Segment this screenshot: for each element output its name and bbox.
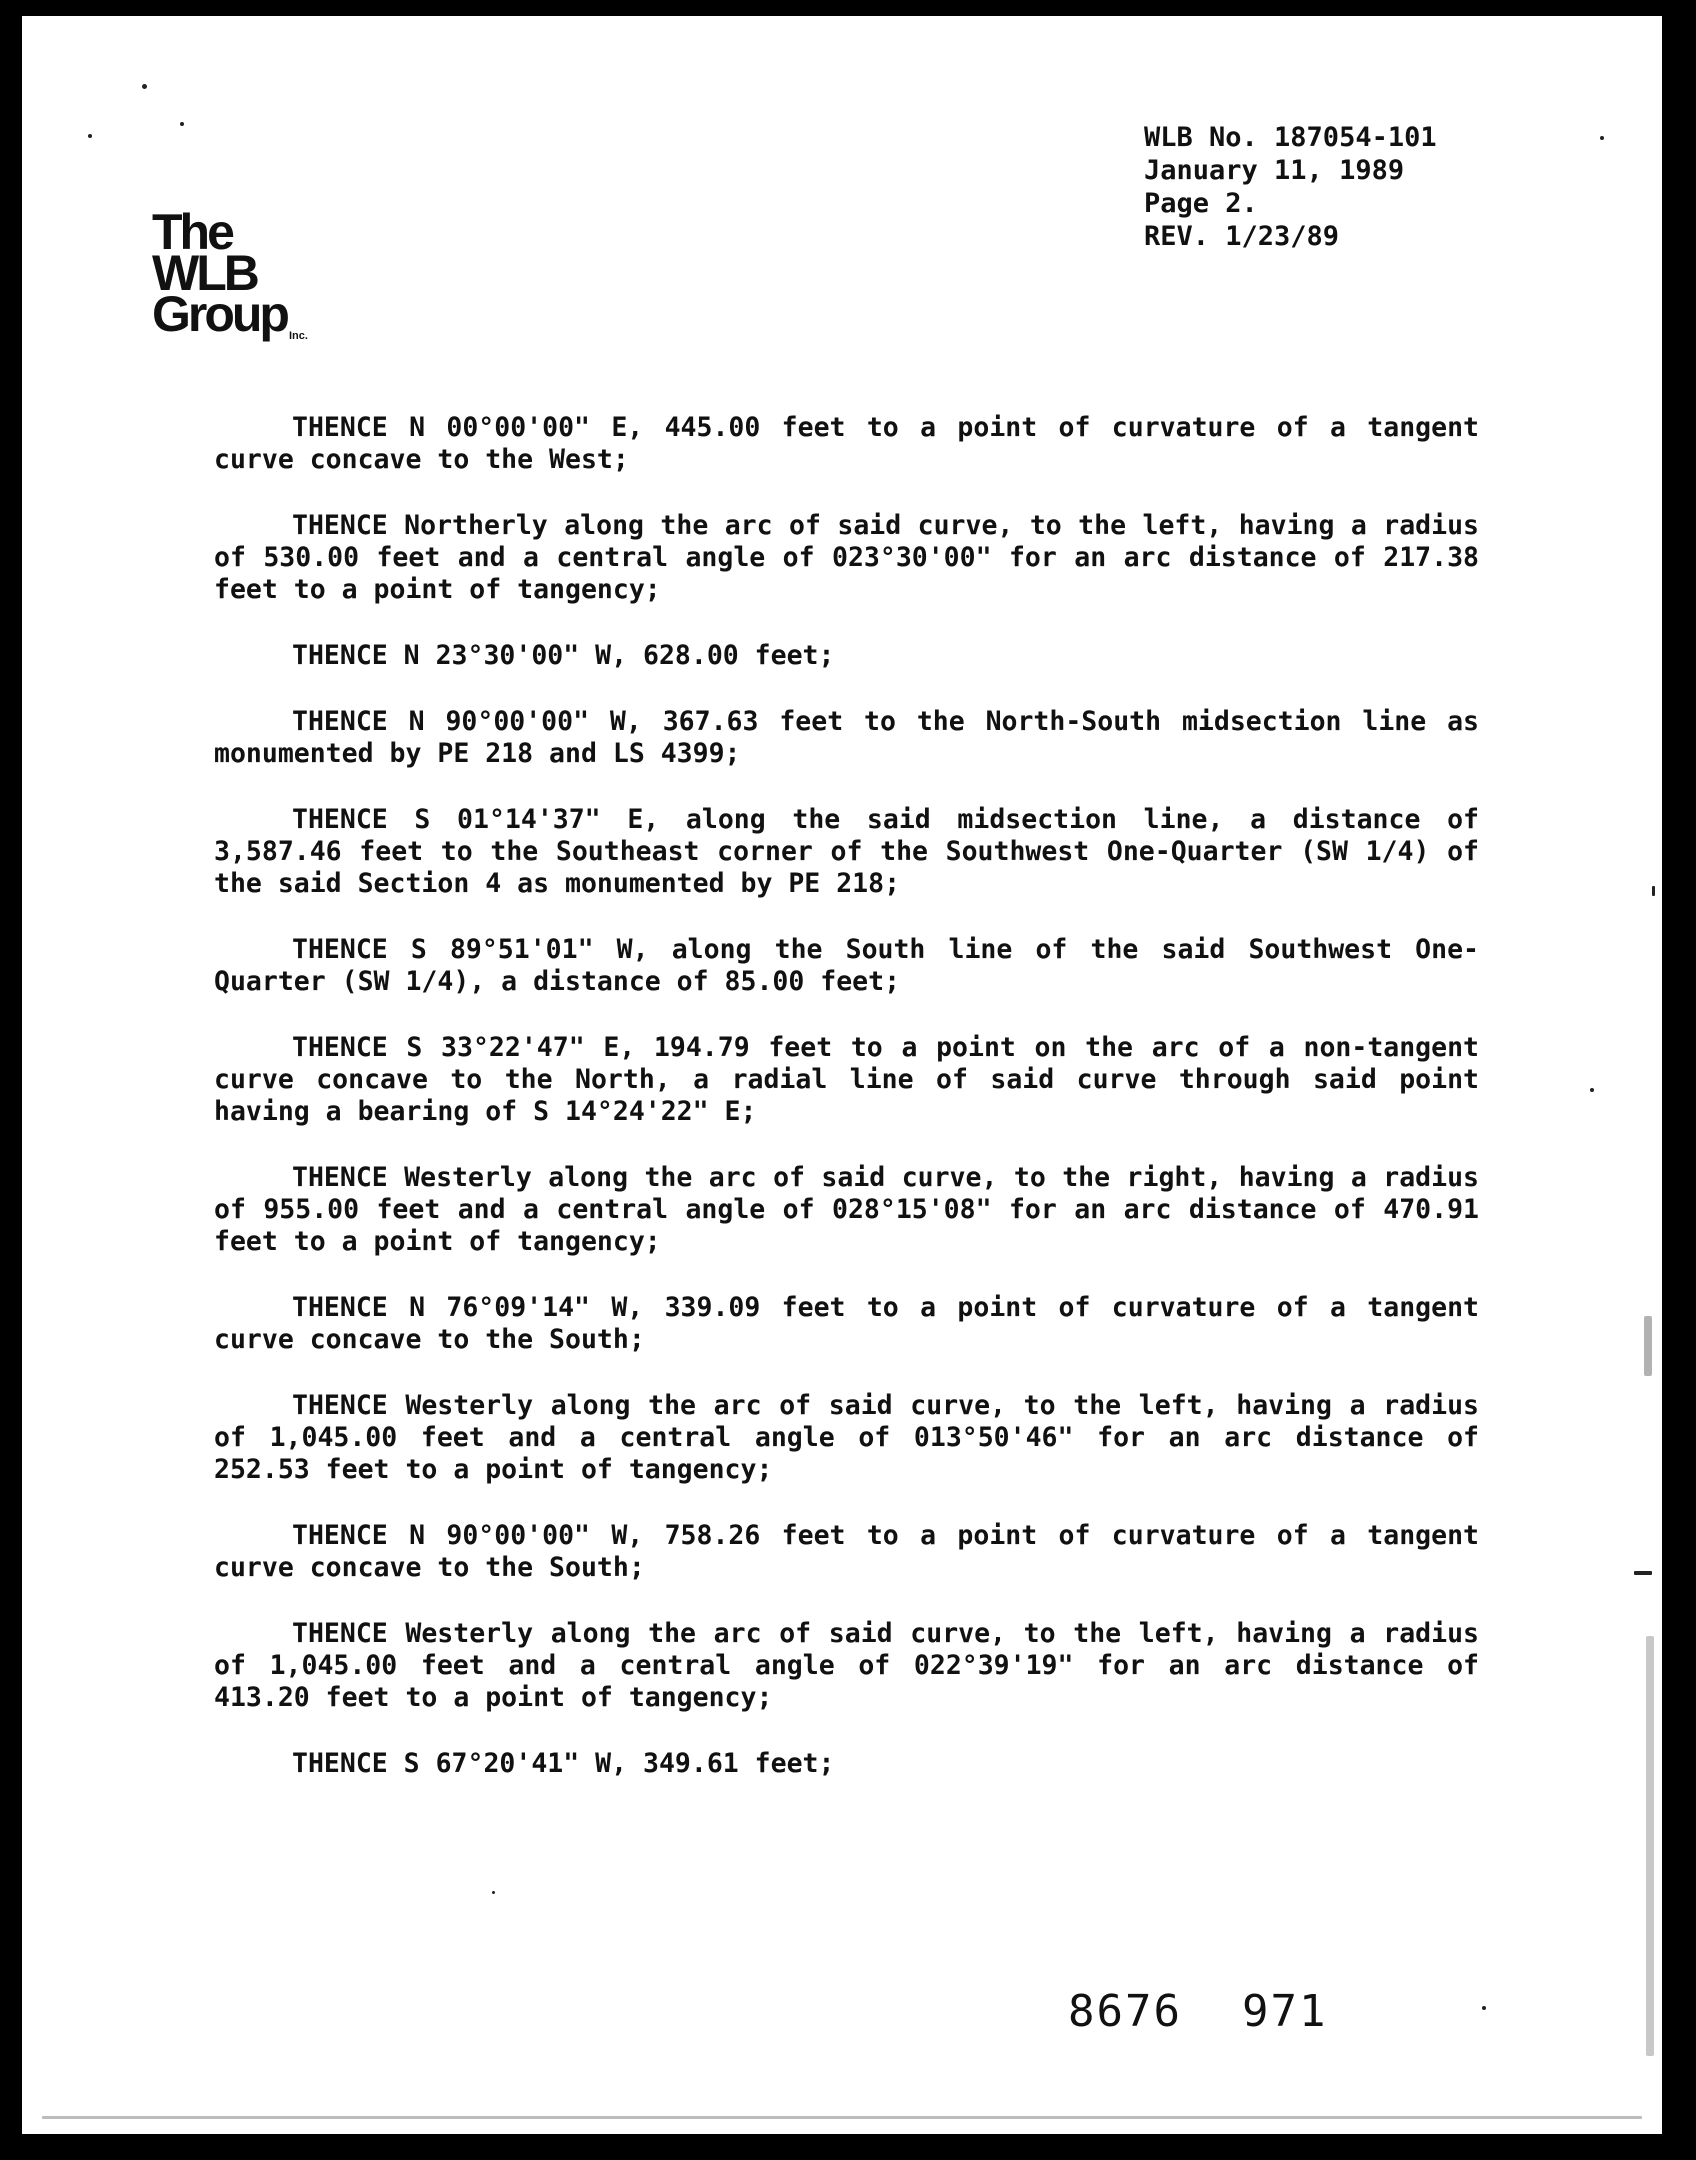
course-paragraph: THENCE S 01°14'37" E, along the said midsection line, a distance of 3,587.46 feet to the Southeast corner of the Southwest One-Quarter (SW 1/4) of the said Section 4 as monumented by PE 218; — [214, 804, 1479, 899]
document-header — [1144, 121, 1437, 253]
document-page — [22, 16, 1662, 2134]
course-paragraph: THENCE N 90°00'00" W, 758.26 feet to a point of curvature of a tangent curve concave to the South; — [214, 1520, 1479, 1583]
scan-speck — [1590, 1088, 1594, 1092]
course-paragraph: THENCE S 67°20'41" W, 349.61 feet; — [292, 1748, 835, 1779]
course-paragraph: THENCE N 23°30'00" W, 628.00 feet; — [292, 640, 835, 671]
course-paragraph: THENCE S 89°51'01" W, along the South line of the said Southwest One-Quarter (SW 1/4), a distance of 85.00 feet; — [214, 934, 1479, 997]
document-date: January 11, 1989 — [1144, 155, 1405, 186]
course-paragraph: THENCE Westerly along the arc of said curve, to the left, having a radius of 1,045.00 feet and a central angle of 013°50'46" for an arc distance of 252.53 feet to a point of tangency; — [214, 1390, 1479, 1485]
scan-speck — [142, 84, 147, 89]
logo-line-wlb: WLB — [152, 245, 257, 301]
logo-line-group: Group Inc. — [152, 286, 308, 342]
scan-speck — [492, 1891, 495, 1894]
scan-speck — [1646, 1636, 1654, 2056]
scan-speck — [1600, 136, 1604, 140]
logo-line-the: The — [152, 204, 232, 260]
wlb-group-logo — [152, 204, 308, 349]
revision-date: REV. 1/23/89 — [1144, 221, 1340, 252]
bates-number-left: 8676 — [1068, 1986, 1182, 2037]
bates-number-right: 971 — [1241, 1986, 1328, 2037]
logo-inc-suffix: Inc. — [288, 330, 308, 342]
course-paragraph: THENCE Northerly along the arc of said curve, to the left, having a radius of 530.00 feet and a central angle of 023°30'00" for an arc distance of 217.38 feet to a point of tangency; — [214, 510, 1479, 605]
scan-speck — [42, 2116, 1642, 2119]
scan-speck — [1634, 1571, 1652, 1575]
scan-speck — [88, 134, 92, 138]
course-paragraph: THENCE N 90°00'00" W, 367.63 feet to the North-South midsection line as monumented by PE 218 and LS 4399; — [214, 706, 1479, 769]
scan-speck — [1482, 2006, 1486, 2010]
scan-speck — [1652, 886, 1655, 896]
scan-speck — [180, 122, 184, 126]
course-paragraph: THENCE Westerly along the arc of said curve, to the left, having a radius of 1,045.00 feet and a central angle of 022°39'19" for an arc distance of 413.20 feet to a point of tangency; — [214, 1618, 1479, 1713]
course-paragraph: THENCE Westerly along the arc of said curve, to the right, having a radius of 955.00 feet and a central angle of 028°15'08" for an arc distance of 470.91 feet to a point of tangency; — [214, 1162, 1479, 1257]
wlb-number: WLB No. 187054-101 — [1144, 122, 1437, 153]
course-paragraph: THENCE N 76°09'14" W, 339.09 feet to a point of curvature of a tangent curve concave to the South; — [214, 1292, 1479, 1355]
legal-description — [214, 412, 1479, 1780]
page-number: Page 2. — [1144, 188, 1258, 219]
course-paragraph: THENCE S 33°22'47" E, 194.79 feet to a point on the arc of a non-tangent curve concave to the North, a radial line of said curve through said point having a bearing of S 14°24'22" E; — [214, 1032, 1479, 1127]
course-paragraph: THENCE N 00°00'00" E, 445.00 feet to a point of curvature of a tangent curve concave to the West; — [214, 412, 1479, 475]
bates-number — [1068, 1986, 1387, 2037]
scan-speck — [1644, 1316, 1652, 1376]
